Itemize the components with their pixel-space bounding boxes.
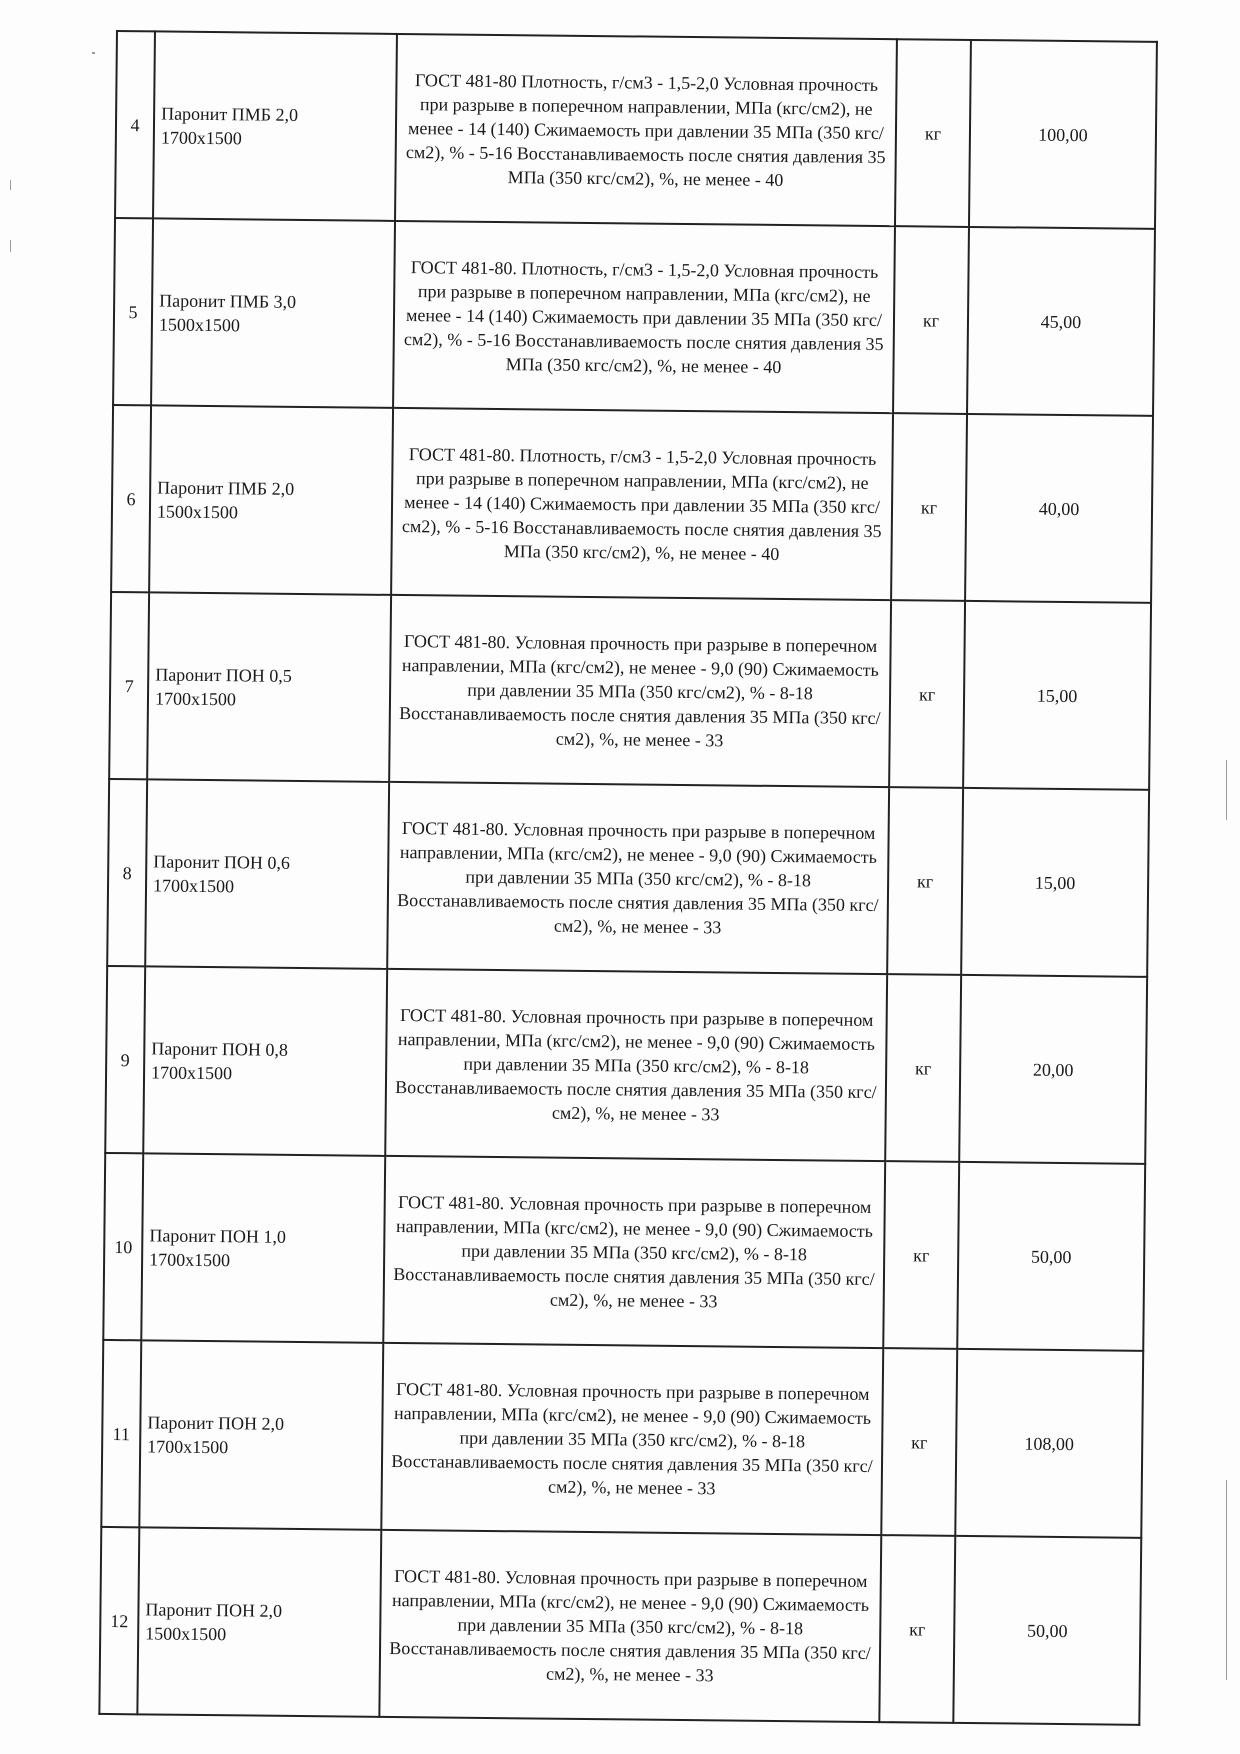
sheet-size: 1700х1500: [150, 1061, 233, 1083]
sheet-size: 1700х1500: [160, 126, 242, 148]
unit-of-measure: кг: [883, 1161, 959, 1349]
quantity: 108,00: [955, 1349, 1143, 1538]
material-name-cell: [145, 779, 389, 969]
unit-of-measure: кг: [895, 39, 971, 227]
table-row: [109, 592, 1151, 790]
table-row: [107, 779, 1149, 977]
material-name-cell: [139, 1340, 383, 1530]
quantity: 50,00: [953, 1536, 1141, 1725]
scan-artifact: [10, 240, 11, 252]
scan-artifact: [1226, 1480, 1227, 1680]
unit-of-measure: кг: [887, 787, 963, 975]
sheet-size: 1700х1500: [147, 1435, 229, 1457]
unit-of-measure: кг: [885, 974, 961, 1162]
scan-artifact: [1226, 760, 1227, 820]
row-number: 8: [107, 779, 147, 966]
material-name: Паронит ПМБ 3,0: [159, 289, 297, 312]
scan-artifact: [92, 52, 95, 54]
table-row: [115, 31, 1157, 229]
material-name: Паронит ПОН 1,0: [149, 1224, 287, 1247]
row-number: 12: [99, 1527, 139, 1714]
material-specification: ГОСТ 481-80. Плотность, г/см3 - 1,5-2,0 Условная прочность при разрыве в поперечном направлении, МПа (кгс/см2), не менее - 14 (140) Сжимаемость при давлении 35 МПа (350 кгс/см2), % - 5-16 Восстанавливаемость после снятия давления 35 МПа (350 кгс/см2), %, не менее - 40: [393, 221, 895, 413]
material-name-cell: [147, 592, 391, 782]
row-number: 11: [101, 1340, 141, 1527]
material-specification: ГОСТ 481-80. Плотность, г/см3 - 1,5-2,0 Условная прочность при разрыве в поперечном направлении, МПа (кгс/см2), не менее - 14 (140) Сжимаемость при давлении 35 МПа (350 кгс/см2), % - 5-16 Восстанавливаемость после снятия давления 35 МПа (350 кгс/см2), %, не менее - 40: [391, 408, 893, 600]
material-name: Паронит ПОН 0,5: [155, 663, 292, 686]
sheet-size: 1500х1500: [158, 313, 241, 335]
row-number: 6: [111, 405, 151, 592]
material-specification: ГОСТ 481-80. Условная прочность при разрыве в поперечном направлении, МПа (кгс/см2), не менее - 9,0 (90) Сжимаемость при давлении 35 МПа (350 кгс/см2), % - 8-18 Восстанавливаемость после снятия давления 35 МПа (350 кгс/см2), %, не менее - 33: [385, 969, 887, 1161]
quantity: 45,00: [967, 227, 1155, 416]
specification-table: [98, 30, 1158, 1726]
material-specification: ГОСТ 481-80. Условная прочность при разрыве в поперечном направлении, МПа (кгс/см2), не менее - 9,0 (90) Сжимаемость при давлении 35 МПа (350 кгс/см2), % - 8-18 Восстанавливаемость после снятия давления 35 МПа (350 кгс/см2), %, не менее - 33: [389, 595, 891, 787]
unit-of-measure: кг: [879, 1535, 955, 1723]
sheet-size: 1500х1500: [145, 1622, 227, 1644]
quantity: 100,00: [969, 40, 1157, 229]
material-name: Паронит ПОН 2,0: [147, 1411, 285, 1434]
row-number: 9: [105, 966, 145, 1153]
material-specification: ГОСТ 481-80. Условная прочность при разрыве в поперечном направлении, МПа (кгс/см2), не менее - 9,0 (90) Сжимаемость при давлении 35 МПа (350 кгс/см2), % - 8-18 Восстанавливаемость после снятия давления 35 МПа (350 кгс/см2), %, не менее - 33: [379, 1530, 881, 1722]
quantity: 50,00: [957, 1162, 1145, 1351]
unit-of-measure: кг: [891, 413, 967, 601]
row-number: 7: [109, 592, 149, 779]
sheet-size: 1500х1500: [156, 500, 239, 522]
quantity: 20,00: [959, 975, 1147, 1164]
unit-of-measure: кг: [893, 226, 969, 414]
row-number: 5: [113, 218, 153, 405]
material-name-cell: [153, 31, 397, 221]
sheet-size: 1700х1500: [149, 1248, 231, 1270]
table-row: [99, 1527, 1141, 1725]
specification-table-body: [99, 31, 1157, 1725]
quantity: 15,00: [963, 601, 1151, 790]
table-row: [105, 966, 1147, 1164]
material-name-cell: [149, 405, 393, 595]
material-name: Паронит ПОН 0,6: [153, 850, 291, 873]
material-specification: ГОСТ 481-80 Плотность, г/см3 - 1,5-2,0 Условная прочность при разрыве в поперечном направлении, МПа (кгс/см2), не менее - 14 (140) Сжимаемость при давлении 35 МПа (350 кгс/см2), % - 5-16 Восстанавливаемость после снятия давления 35 МПа (350 кгс/см2), %, не менее - 40: [395, 34, 897, 226]
material-name: Паронит ПМБ 2,0: [161, 102, 299, 125]
material-specification: ГОСТ 481-80. Условная прочность при разрыве в поперечном направлении, МПа (кгс/см2), не менее - 9,0 (90) Сжимаемость при давлении 35 МПа (350 кгс/см2), % - 8-18 Восстанавливаемость после снятия давления 35 МПа (350 кгс/см2), %, не менее - 33: [381, 1343, 883, 1535]
unit-of-measure: кг: [889, 600, 965, 788]
quantity: 15,00: [961, 788, 1149, 977]
row-number: 4: [115, 31, 155, 218]
material-name: Паронит ПОН 0,8: [151, 1037, 289, 1060]
table-row: [113, 218, 1155, 416]
material-name: Паронит ПОН 2,0: [145, 1598, 283, 1621]
table-row: [101, 1340, 1143, 1538]
table-row: [111, 405, 1153, 603]
row-number: 10: [103, 1153, 143, 1340]
material-name-cell: [151, 218, 395, 408]
material-specification: ГОСТ 481-80. Условная прочность при разрыве в поперечном направлении, МПа (кгс/см2), не менее - 9,0 (90) Сжимаемость при давлении 35 МПа (350 кгс/см2), % - 8-18 Восстанавливаемость после снятия давления 35 МПа (350 кгс/см2), %, не менее - 33: [387, 782, 889, 974]
material-name-cell: [141, 1153, 385, 1343]
material-name-cell: [143, 966, 387, 1156]
table-row: [103, 1153, 1145, 1351]
sheet-size: 1700х1500: [154, 687, 237, 709]
quantity: 40,00: [965, 414, 1153, 603]
unit-of-measure: кг: [881, 1348, 957, 1536]
sheet-size: 1700х1500: [152, 874, 235, 896]
scan-artifact: [10, 180, 11, 190]
material-specification: ГОСТ 481-80. Условная прочность при разрыве в поперечном направлении, МПа (кгс/см2), не менее - 9,0 (90) Сжимаемость при давлении 35 МПа (350 кгс/см2), % - 8-18 Восстанавливаемость после снятия давления 35 МПа (350 кгс/см2), %, не менее - 33: [383, 1156, 885, 1348]
material-name: Паронит ПМБ 2,0: [157, 476, 295, 499]
material-name-cell: [137, 1527, 381, 1717]
